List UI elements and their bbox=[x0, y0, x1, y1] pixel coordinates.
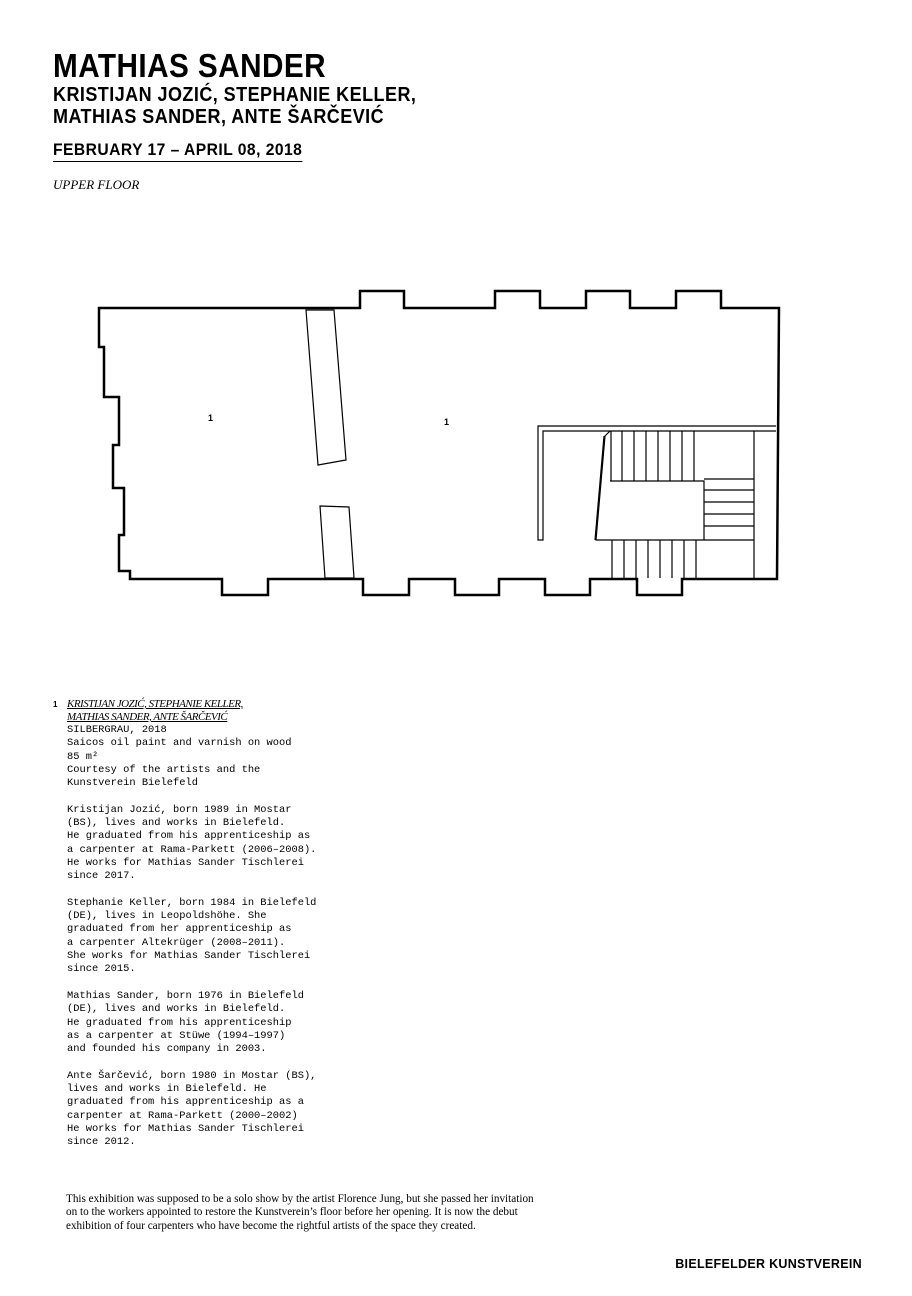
partition-wall-lower bbox=[320, 506, 354, 578]
bio-stephanie-keller: Stephanie Keller, born 1984 in Bielefeld (DE), lives in Leopoldshöhe. She graduated from her apprenticeship as a carpenter Altekrüger (2008–2011). She works for Mathias Sander Tischlerei since 2015. bbox=[67, 896, 317, 976]
institution-logo: BIELEFELDER KUNSTVEREIN bbox=[675, 1257, 862, 1271]
partition-wall-upper bbox=[306, 310, 346, 465]
floor-plan bbox=[0, 280, 912, 610]
floor-plan-outer-wall bbox=[99, 291, 779, 595]
stair-enclosure bbox=[538, 426, 776, 540]
room-marker-1-right: 1 bbox=[444, 417, 450, 427]
exhibition-title: MATHIAS SANDER bbox=[53, 47, 327, 84]
exhibition-note: This exhibition was supposed to be a solo show by the artist Florence Jung, but she passed her invitation on to the workers appointed to restore the Kunstverein’s floor before her opening. It is now the debut exhibition of four carpenters who have become the rightful artists of the space they created. bbox=[66, 1193, 534, 1232]
work-number: 1 bbox=[53, 700, 58, 709]
bio-ante-sarcevic: Ante Šarčević, born 1980 in Mostar (BS), lives and works in Bielefeld. He graduated from his apprenticeship as a carpenter at Rama-Parkett (2000–2002) He works for Mathias Sander Tischlerei since 2012. bbox=[67, 1069, 317, 1149]
stair-steps-right bbox=[704, 479, 754, 526]
room-marker-1-left: 1 bbox=[208, 413, 214, 423]
stair-steps-lower bbox=[612, 540, 754, 578]
bio-kristijan-jozic: Kristijan Jozić, born 1989 in Mostar (BS), lives and works in Bielefeld. He graduated from his apprenticeship as a carpenter at Rama-Parkett (2006–2008). He works for Mathias Sander Tischlerei since 2017. bbox=[67, 803, 317, 883]
exhibition-dates: FEBRUARY 17 – APRIL 08, 2018 bbox=[53, 140, 302, 162]
artist-list-heading: KRISTIJAN JOZIĆ, STEPHANIE KELLER, MATHIAS SANDER, ANTE ŠARČEVIĆ bbox=[53, 84, 417, 128]
stair-steps-upper bbox=[611, 431, 754, 578]
bio-mathias-sander: Mathias Sander, born 1976 in Bielefeld (DE), lives and works in Bielefeld. He graduated from his apprenticeship as a carpenter at Stüwe (1994–1997) and founded his company in 2003. bbox=[67, 989, 304, 1056]
work-artists: KRISTIJAN JOZIĆ, STEPHANIE KELLER, MATHIAS SANDER, ANTE ŠARČEVIĆ bbox=[67, 698, 243, 723]
work-caption bbox=[53, 698, 383, 1150]
stair-landing bbox=[596, 431, 704, 540]
floor-label: UPPER FLOOR bbox=[53, 177, 140, 192]
work-details: SILBERGRAU, 2018 Saicos oil paint and varnish on wood 85 m² Courtesy of the artists and the Kunstverein Bielefeld bbox=[67, 724, 292, 790]
